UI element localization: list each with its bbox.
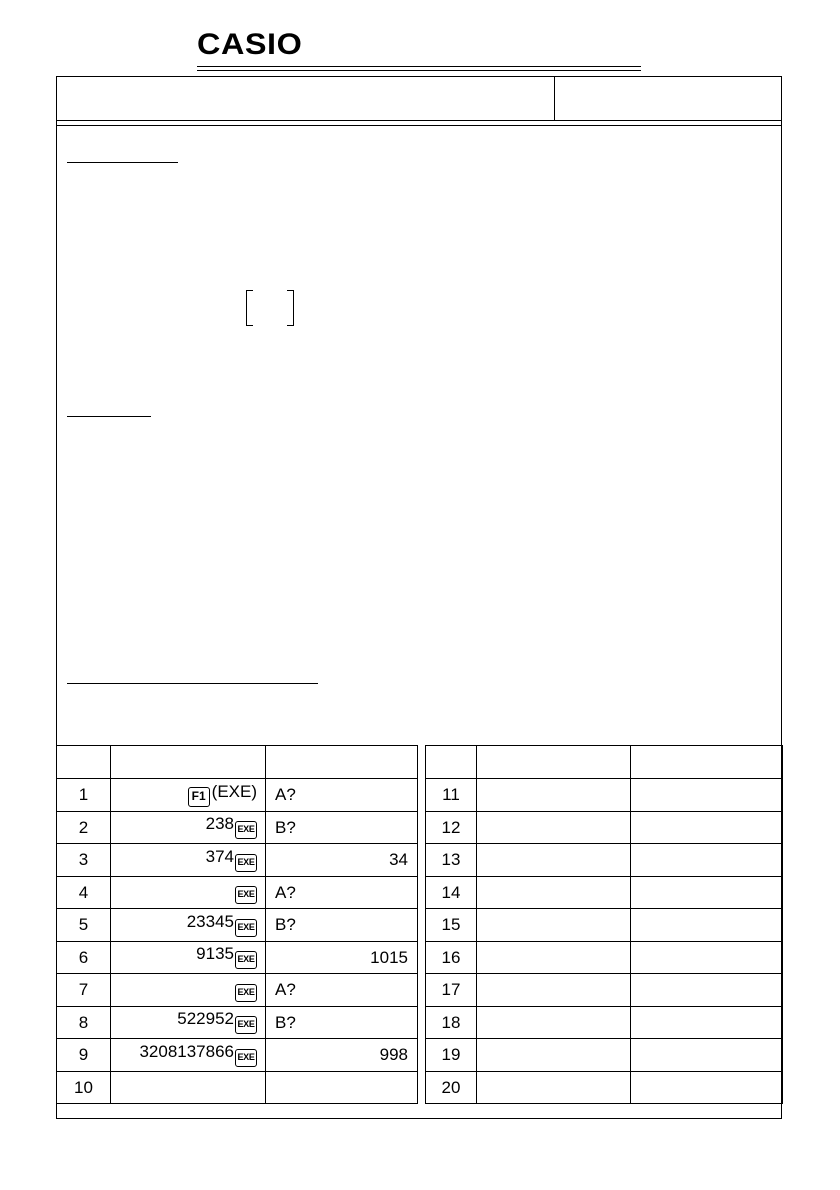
display-output	[631, 1071, 783, 1104]
header-rule-2	[56, 125, 782, 126]
column-gap	[418, 746, 426, 779]
display-output: B?	[266, 909, 418, 942]
table-row	[57, 1071, 783, 1104]
section-underline-3	[67, 683, 318, 684]
key-sequence	[477, 1071, 631, 1104]
step-number: 4	[57, 876, 111, 909]
key-sequence	[111, 811, 266, 844]
key-operation-table	[56, 745, 783, 1104]
key-sequence	[111, 779, 266, 812]
display-output: 1015	[266, 941, 418, 974]
key-sequence	[477, 909, 631, 942]
step-number: 15	[426, 909, 477, 942]
key-sequence	[111, 1071, 266, 1104]
display-output: A?	[266, 974, 418, 1007]
step-number: 11	[426, 779, 477, 812]
section-underline-1	[67, 162, 178, 163]
step-number: 19	[426, 1039, 477, 1072]
column-gap	[418, 909, 426, 942]
display-output: A?	[266, 876, 418, 909]
step-number: 10	[57, 1071, 111, 1104]
header-cell	[57, 746, 111, 779]
step-number: 2	[57, 811, 111, 844]
display-output	[631, 779, 783, 812]
table-row	[57, 1039, 783, 1072]
display-output	[266, 1071, 418, 1104]
exe-key-icon: EXE	[235, 1016, 257, 1034]
key-sequence	[477, 876, 631, 909]
step-number: 13	[426, 844, 477, 877]
display-output: 998	[266, 1039, 418, 1072]
step-number: 9	[57, 1039, 111, 1072]
display-output	[631, 909, 783, 942]
header-cell	[266, 746, 418, 779]
header-cell	[631, 746, 783, 779]
step-number: 7	[57, 974, 111, 1007]
key-input: 9135	[196, 944, 234, 964]
key-input: 238	[205, 814, 234, 834]
key-sequence	[111, 1039, 266, 1072]
table-row	[57, 876, 783, 909]
key-input: 23345	[186, 911, 234, 931]
display-output	[631, 941, 783, 974]
header-divider	[554, 76, 555, 120]
exe-key-icon: EXE	[235, 951, 257, 969]
display-output	[631, 811, 783, 844]
step-number: 14	[426, 876, 477, 909]
column-gap	[418, 876, 426, 909]
display-output	[631, 974, 783, 1007]
step-number: 1	[57, 779, 111, 812]
key-sequence	[477, 1006, 631, 1039]
table-row	[57, 779, 783, 812]
key-input: 374	[205, 846, 234, 866]
step-number: 18	[426, 1006, 477, 1039]
key-sequence	[477, 941, 631, 974]
column-gap	[418, 844, 426, 877]
exe-key-icon: EXE	[235, 919, 257, 937]
column-gap	[418, 1071, 426, 1104]
key-sequence	[477, 844, 631, 877]
display-output: 34	[266, 844, 418, 877]
step-number: 16	[426, 941, 477, 974]
key-sequence	[111, 876, 266, 909]
logo-rule-bottom	[197, 70, 641, 71]
key-sequence	[111, 974, 266, 1007]
key-input: 522952	[177, 1009, 234, 1029]
key-sequence	[477, 811, 631, 844]
key-sequence	[477, 779, 631, 812]
header-cell	[111, 746, 266, 779]
display-output	[631, 876, 783, 909]
left-bracket	[246, 290, 253, 326]
table-row	[57, 974, 783, 1007]
key-sequence	[111, 909, 266, 942]
key-sequence	[111, 941, 266, 974]
key-sequence	[477, 1039, 631, 1072]
column-gap	[418, 1006, 426, 1039]
column-gap	[418, 779, 426, 812]
step-number: 3	[57, 844, 111, 877]
key-sequence	[111, 1006, 266, 1039]
key-sequence	[111, 844, 266, 877]
step-number: 5	[57, 909, 111, 942]
exe-key-icon: EXE	[235, 886, 257, 904]
step-number: 8	[57, 1006, 111, 1039]
table-row	[57, 941, 783, 974]
table-row	[57, 844, 783, 877]
step-number: 20	[426, 1071, 477, 1104]
right-bracket	[287, 290, 294, 326]
logo-rule-top	[197, 66, 641, 67]
table-row	[57, 1006, 783, 1039]
key-note: (EXE)	[211, 781, 257, 801]
key-sequence	[477, 974, 631, 1007]
display-output	[631, 844, 783, 877]
table-header-row	[57, 746, 783, 779]
table-row	[57, 811, 783, 844]
exe-key-icon: EXE	[235, 984, 257, 1002]
display-output: B?	[266, 811, 418, 844]
header-cell	[426, 746, 477, 779]
exe-key-icon: EXE	[235, 854, 257, 872]
column-gap	[418, 1039, 426, 1072]
column-gap	[418, 974, 426, 1007]
display-output: A?	[266, 779, 418, 812]
section-underline-2	[67, 416, 151, 417]
step-number: 12	[426, 811, 477, 844]
f1-key-icon: F1	[188, 787, 210, 807]
table-row	[57, 909, 783, 942]
header-rule-1	[56, 120, 782, 121]
header-cell	[477, 746, 631, 779]
step-number: 6	[57, 941, 111, 974]
column-gap	[418, 941, 426, 974]
exe-key-icon: EXE	[235, 1049, 257, 1067]
display-output	[631, 1006, 783, 1039]
casio-logo: CASIO	[197, 28, 303, 61]
exe-key-icon: EXE	[235, 821, 257, 839]
display-output: B?	[266, 1006, 418, 1039]
display-output	[631, 1039, 783, 1072]
key-input: 3208137866	[139, 1041, 234, 1061]
step-number: 17	[426, 974, 477, 1007]
column-gap	[418, 811, 426, 844]
